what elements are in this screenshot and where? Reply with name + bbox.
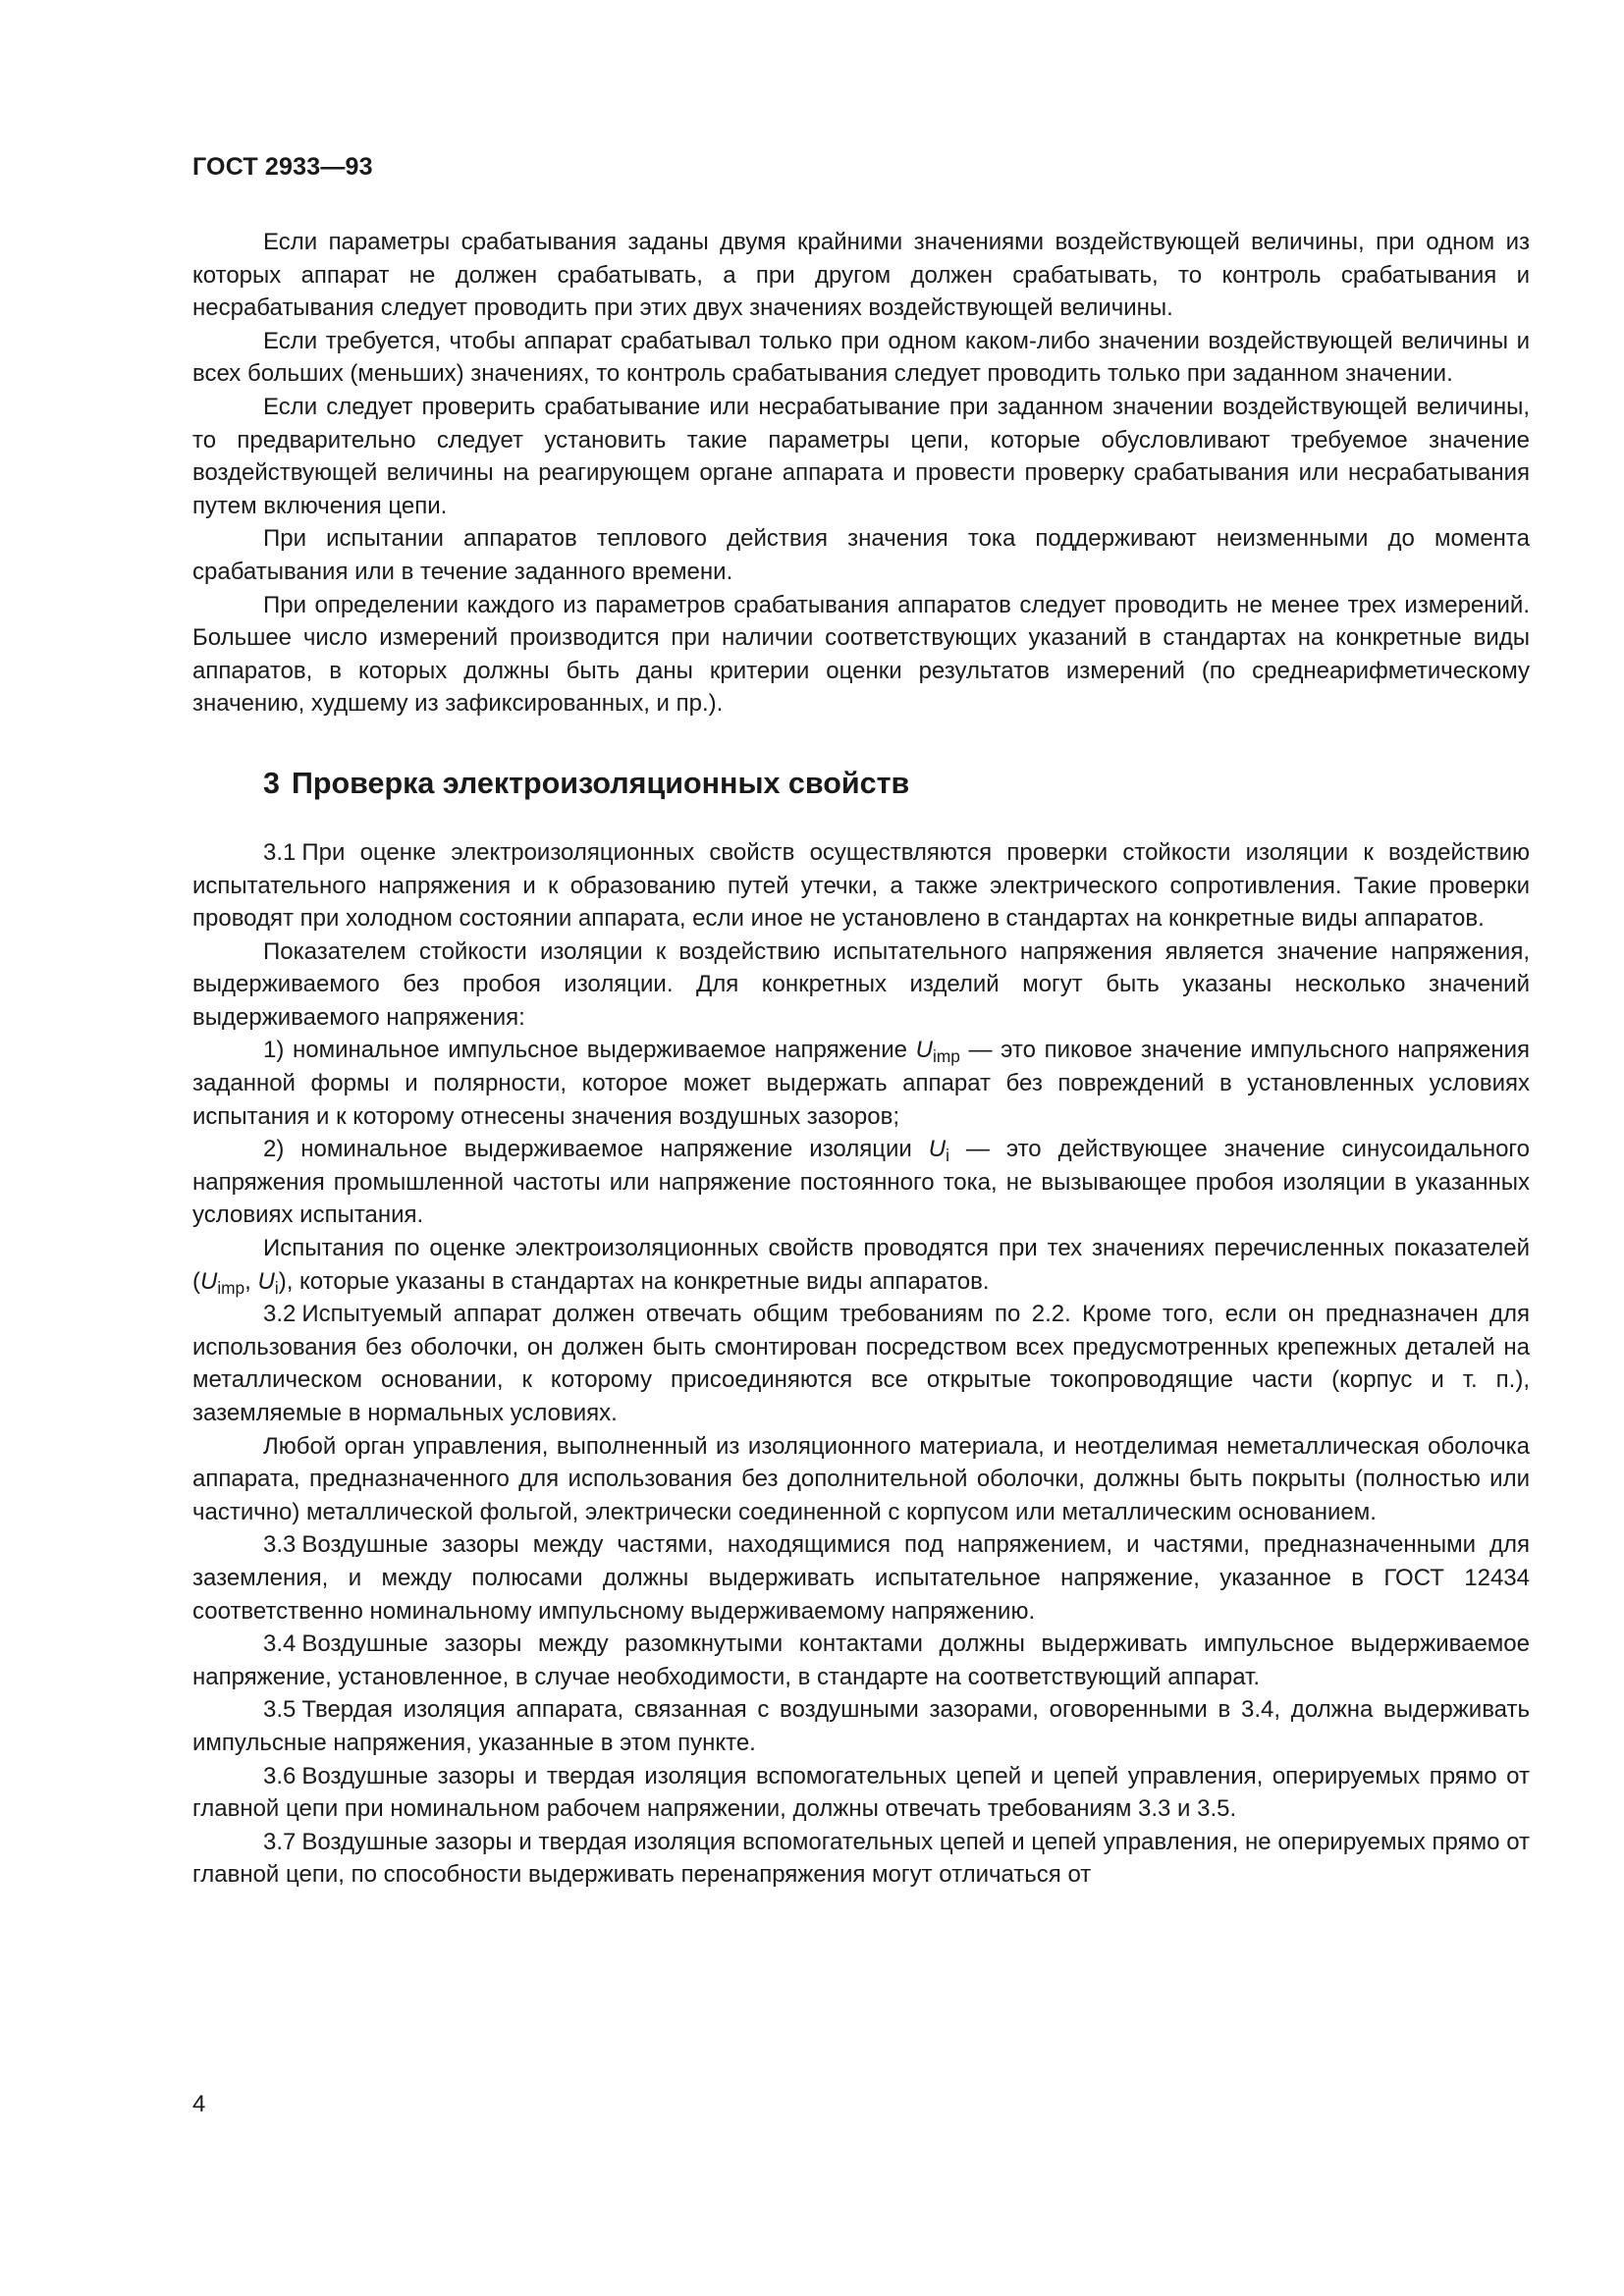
clause-3-5 [192,1693,1530,1759]
control-paragraph: Любой орган управления, выполненный из изоляционного материала, и неотделимая неметаллическая оболочка аппарата, предназначенного для использования без дополнительной оболочки, должны быть покрыты (полностью или частично) металлической фольгой, электрически соединенной с корпусом или металлическим основанием. [192,1432,1530,1525]
list-item-rest: — это пиковое значение импульсного напряжения заданной формы и полярности, которое может выдержать аппарат без повреждений в установленных условиях испытания и к которому отнесены значения воздушных зазоров; [192,1037,1531,1130]
clause-number: 3.7 [263,1828,297,1855]
section-title: Проверка электроизоляционных свойств [291,766,910,800]
symbol-letter: U [928,1136,947,1163]
clause-text: Воздушные зазоры и твердая изоляция вспомогательных цепей и цепей управления, оперируемых прямо от главной цепи при номинальном рабочем напряжении, должны отвечать требованиям 3.3 и 3.5. [192,1762,1530,1823]
symbol-subscript: imp [933,1046,960,1067]
section-heading [192,721,1530,836]
clause-text: Воздушные зазоры и твердая изоляция вспомогательных цепей и цепей управления, не оперируемых прямо от главной цепи, по способности выдерживать перенапряжения могут отличаться от [192,1828,1530,1889]
clause-3-4 [192,1628,1530,1693]
clause-3-7 [192,1826,1530,1892]
intro-paragraph: При испытании аппаратов теплового действия значения тока поддерживают неизменными до момента срабатывания или в течение заданного времени. [192,525,1530,585]
symbol-letter: U [200,1267,218,1295]
clause-text: Воздушные зазоры между разомкнутыми контактами должны выдерживать импульсное выдерживаемое напряжение, установленное, в случае необходимости, в стандарте на соответствующий аппарат. [192,1630,1530,1690]
clause-number: 3.2 [263,1301,297,1328]
symbol-subscript: i [274,1277,279,1298]
clause-text: Испытуемый аппарат должен отвечать общим требованиям по 2.2. Кроме того, если он предназначен для использования без оболочки, он должен быть смонтирован посредством всех предусмотренных крепежных деталей на металлическом основании, к которому присоединяются все открытые токопроводящие части (корпус и т. п.), заземляемые в нормальных условиях. [192,1301,1530,1426]
section-number: 3 [263,766,280,800]
clause-text: При оценке электроизоляционных свойств осуществляются проверки стойкости изоляции к воздействию испытательного напряжения и к образованию путей утечки, а также электрического сопротивления. Такие проверки проводят при холодном состоянии аппарата, если иное не установлено в стандартах на конкретные виды аппаратов. [192,838,1530,933]
clause-3-3 [192,1528,1530,1628]
clause-number: 3.1 [263,838,297,866]
clause-number: 3.5 [263,1696,297,1724]
clause-3-2 [192,1298,1530,1429]
tests-lead: Испытания по оценке электроизоляционных свойств проводятся при тех значениях перечисленных показателей ( [192,1235,1530,1295]
clause-number: 3.4 [263,1630,297,1658]
clause-number: 3.6 [263,1762,297,1789]
list-item-rest: — это действующее значение синусоидального напряжения промышленной частоты или напряжение постоянного тока, не вызывающее пробоя изоляции в указанных условиях испытания. [192,1136,1530,1229]
intro-paragraph: Если требуется, чтобы аппарат срабатывал только при одном каком-либо значении воздействующей величины и всех больших (меньших) значениях, то контроль срабатывания следует проводить только при заданном значении. [192,327,1530,388]
document-body [192,226,1530,1892]
voltage-symbol [915,1037,960,1067]
document-header: ГОСТ 2933—93 [192,153,373,181]
list-item-1 [192,1034,1530,1133]
symbol-subscript: i [946,1146,949,1166]
intro-paragraph: При определении каждого из параметров срабатывания аппаратов следует проводить не менее трех измерений. Большее число измерений производится при наличии соответствующих указаний в стандартах на конкретные виды аппаратов, в которых должны быть даны критерии оценки результатов измерений (по среднеарифметическому значению, худшему из зафиксированных, и пр.). [192,591,1530,718]
indicator-paragraph: Показателем стойкости изоляции к воздействию испытательного напряжения является значение напряжения, выдерживаемого без пробоя изоляции. Для конкретных изделий могут быть указаны несколько значений выдерживаемого напряжения: [192,937,1530,1031]
voltage-symbol [200,1267,245,1298]
voltage-symbol [928,1136,949,1166]
symbol-separator: , [244,1267,258,1295]
clause-3-1 [192,836,1530,935]
clause-text: Твердая изоляция аппарата, связанная с воздушными зазорами, оговоренными в 3.4, должна выдерживать импульсные напряжения, указанные в этом пункте. [192,1696,1530,1756]
clause-3-6 [192,1760,1530,1826]
clause-text: Воздушные зазоры между частями, находящимися под напряжением, и частями, предназначенными для заземления, и между полюсами должны выдерживать испытательное напряжение, указанное в ГОСТ 12434 соответственно номинальному импульсному выдерживаемому напряжению. [192,1531,1530,1625]
voltage-symbol [257,1267,279,1298]
page-number: 4 [192,2091,206,2117]
intro-paragraph: Если параметры срабатывания заданы двумя крайними значениями воздействующей величины, при одном из которых аппарат не должен срабатывать, а при другом должен срабатывать, то контроль срабатывания и несрабатывания следует проводить при этих двух значениях воздействующей величины. [192,229,1530,322]
symbol-letter: U [257,1267,275,1295]
list-item-lead: 2) номинальное выдерживаемое напряжение изоляции [263,1136,912,1163]
tests-paragraph [192,1232,1530,1298]
list-item-lead: 1) номинальное импульсное выдерживаемое напряжение [263,1037,907,1064]
tests-rest: ), которые указаны в стандартах на конкретные виды аппаратов. [278,1267,990,1295]
intro-paragraph: Если следует проверить срабатывание или несрабатывание при заданном значении воздействующей величины, то предварительно следует установить такие параметры цепи, которые обусловливают требуемое значение воздействующей величины на реагирующем органе аппарата и провести проверку срабатывания или несрабатывания путем включения цепи. [192,393,1530,519]
clause-number: 3.3 [263,1531,297,1559]
symbol-letter: U [915,1037,933,1064]
symbol-subscript: imp [217,1277,245,1298]
list-item-2 [192,1133,1530,1232]
